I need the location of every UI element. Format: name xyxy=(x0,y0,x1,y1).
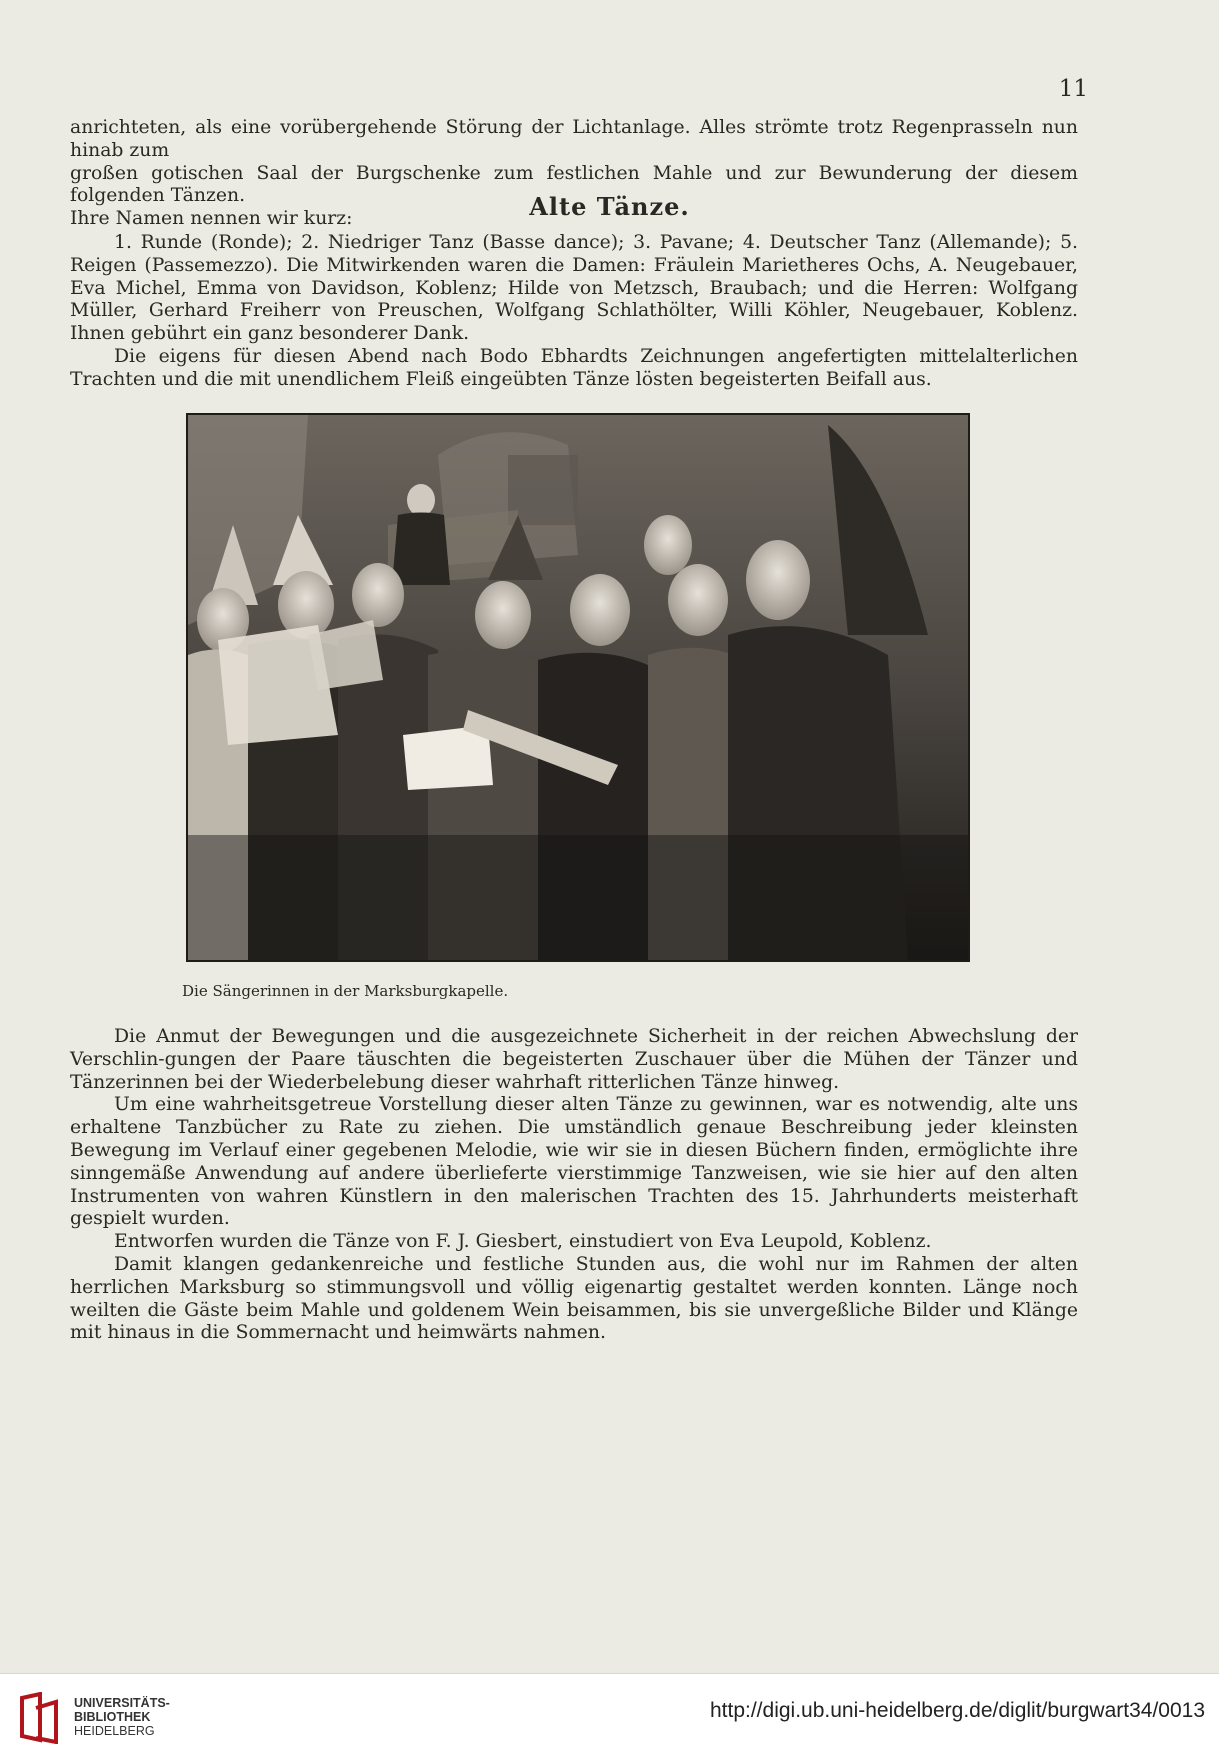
library-logo-icon xyxy=(18,1692,68,1744)
paragraph: Die Anmut der Bewegungen und die ausgezeichnete Sicherheit in der reichen Abwechslung der Verschlin-gungen der Paare täuschten die begeisterten Zuschauer über die Mühen der Tänzer und Tänzerinnen bei der Wiederbelebung dieser wahrhaft ritterlichen Tänze hinweg. xyxy=(70,1026,1078,1093)
section-title: Alte Tänze. xyxy=(529,192,690,221)
paragraph: 1. Runde (Ronde); 2. Niedriger Tanz (Basse dance); 3. Pavane; 4. Deutscher Tanz (Allemande); 5. Reigen (Passemezzo). Die Mitwirkenden waren die Damen: Fräulein Marietheres Ochs, A. Neugebauer, Eva Michel, Emma von Davidson, Koblenz; Hilde von Metzsch, Braubach; und die Herren: Wolfgang Müller, Gerhard Freiherr von Preuschen, Wolfgang Schlathölter, Willi Köhler, Neugebauer, Koblenz. Ihnen gebührt ein ganz besonderer Dank. xyxy=(70,232,1078,345)
library-name-line: UNIVERSITÄTS- xyxy=(74,1696,170,1710)
footer-bar xyxy=(0,1673,1219,1762)
library-name-line: HEIDELBERG xyxy=(74,1724,155,1738)
photo-caption: Die Sängerinnen in der Marksburgkapelle. xyxy=(182,982,509,1000)
dances-section xyxy=(70,232,1078,392)
page-number: 11 xyxy=(1058,76,1088,102)
photograph-singers xyxy=(186,413,970,962)
source-url-link[interactable]: http://digi.ub.uni-heidelberg.de/diglit/burgwart34/0013 xyxy=(709,1699,1205,1722)
paragraph: Damit klangen gedankenreiche und festliche Stunden aus, die wohl nur im Rahmen der alten herrlichen Marksburg so stimmungsvoll und völlig eigenartig gestaltet werden konnten. Länge noch weilten die Gäste beim Mahle und goldenem Wein beisammen, bis sie unvergeßliche Bilder und Klänge mit hinaus in die Sommernacht und heimwärts nahmen. xyxy=(70,1253,1078,1344)
library-name xyxy=(74,1696,170,1738)
intro-line: großen gotischen Saal der Burgschenke zum festlichen Mahle und zur Bewunderung der diesem folgenden Tänzen. xyxy=(70,162,1078,207)
intro-line: anrichteten, als eine vorübergehende Störung der Lichtanlage. Alles strömte trotz Regenprasseln nun hinab zum xyxy=(70,117,1078,161)
paragraph: Die eigens für diesen Abend nach Bodo Ebhardts Zeichnungen angefertigten mittelalterlichen Trachten und die mit unendlichem Fleiß eingeübten Tänze lösten begeisterten Beifall aus. xyxy=(70,345,1078,390)
paragraph: Entworfen wurden die Tänze von F. J. Giesbert, einstudiert von Eva Leupold, Koblenz. xyxy=(114,1231,932,1253)
photo-illustration xyxy=(188,415,968,960)
paragraph: Um eine wahrheitsgetreue Vorstellung dieser alten Tänze zu gewinnen, war es notwendig, alte uns erhaltene Tanzbücher zu Rate zu ziehen. Die umständlich genaue Beschreibung jeder kleinsten Bewegung im Verlauf einer gegebenen Melodie, wie wir sie in diesen Büchern finden, ermöglichte ihre sinngemäße Anwendung auf andere überlieferte vierstimmige Tanzweisen, wie sie hier auf den alten Instrumenten von wahren Künstlern in den malerischen Trachten des 15. Jahrhunderts meisterhaft gespielt wurden. xyxy=(70,1094,1078,1230)
lower-section xyxy=(70,1026,1078,1345)
intro-line: Ihre Namen nennen wir kurz: xyxy=(70,208,353,230)
library-name-line: BIBLIOTHEK xyxy=(74,1710,151,1724)
